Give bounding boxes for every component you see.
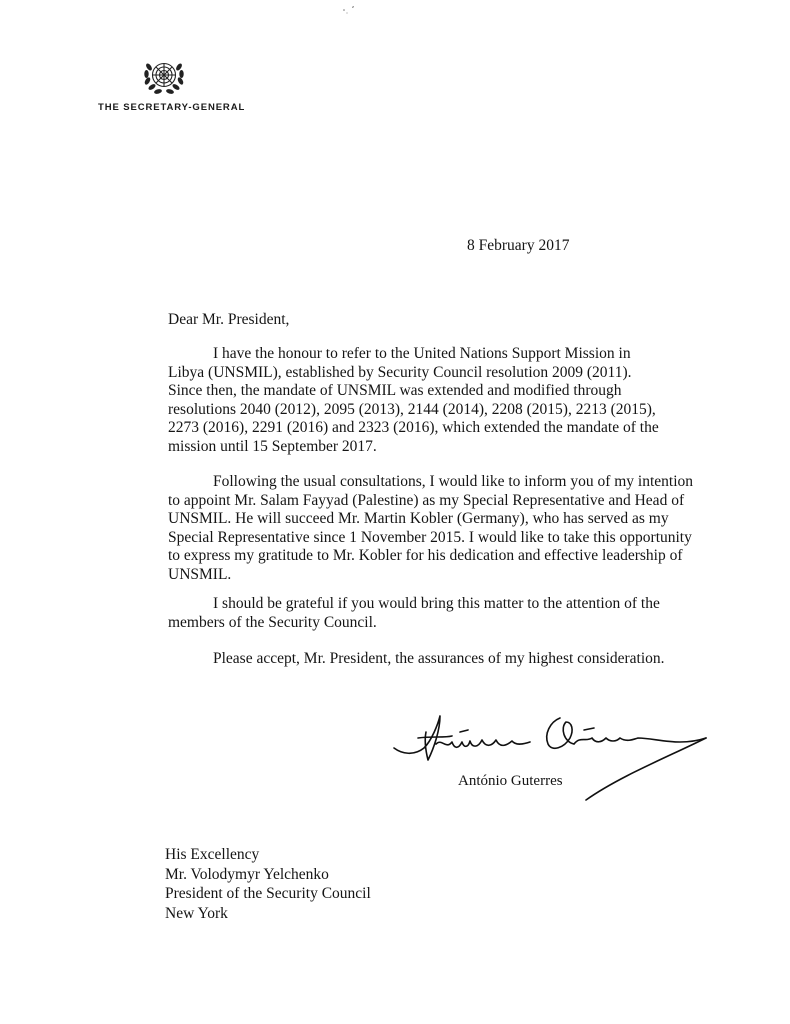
scan-speck-mark (340, 4, 358, 18)
paragraph-line: Following the usual consultations, I would like to inform you of my intention (213, 473, 694, 490)
paragraph-line: resolutions 2040 (2012), 2095 (2013), 2144 (2014), 2208 (2015), 2213 (2015), (168, 400, 656, 418)
address-line: New York (165, 904, 228, 922)
paragraph-appointment (168, 473, 694, 584)
paragraph-line: to appoint Mr. Salam Fayyad (Palestine) as my Special Representative and Head of (168, 491, 685, 509)
paragraph-line: Since then, the mandate of UNSMIL was extended and modified through (168, 382, 622, 399)
paragraph-line: mission until 15 September 2017. (168, 437, 377, 455)
address-line: Mr. Volodymyr Yelchenko (165, 865, 329, 883)
paragraph-line: I have the honour to refer to the United Nations Support Mission in (213, 345, 631, 362)
letterhead-office: THE SECRETARY-GENERAL (98, 102, 246, 113)
paragraph-line: members of the Security Council. (168, 613, 377, 631)
handwritten-signature-icon (388, 708, 714, 806)
paragraph-line: I should be grateful if you would bring this matter to the attention of the (213, 595, 660, 612)
address-line: President of the Security Council (165, 885, 371, 902)
paragraph-line: Please accept, Mr. President, the assurances of my highest consideration. (213, 650, 665, 667)
paragraph-line: Special Representative since 1 November 2015. I would like to take this opportunity (168, 528, 692, 546)
paragraph-mandate (168, 345, 688, 456)
signatory-name: António Guterres (458, 773, 563, 789)
paragraph-line: 2273 (2016), 2291 (2016) and 2323 (2016), which extended the mandate of the (168, 419, 659, 436)
paragraph-request (168, 595, 688, 632)
address-line: His Excellency (165, 846, 260, 863)
paragraph-line: to express my gratitude to Mr. Kobler for his dedication and effective leadership of (168, 547, 683, 564)
paragraph-line: UNSMIL. He will succeed Mr. Martin Kobler (Germany), who has served as my (168, 510, 669, 527)
letter-date: 8 February 2017 (467, 237, 570, 254)
paragraph-line: Libya (UNSMIL), established by Security Council resolution 2009 (2011). (168, 363, 632, 381)
recipient-address (165, 845, 371, 923)
paragraph-line: UNSMIL. (168, 565, 232, 583)
paragraph-closing (168, 650, 688, 669)
un-emblem-icon (141, 53, 187, 99)
salutation: Dear Mr. President, (168, 311, 290, 328)
